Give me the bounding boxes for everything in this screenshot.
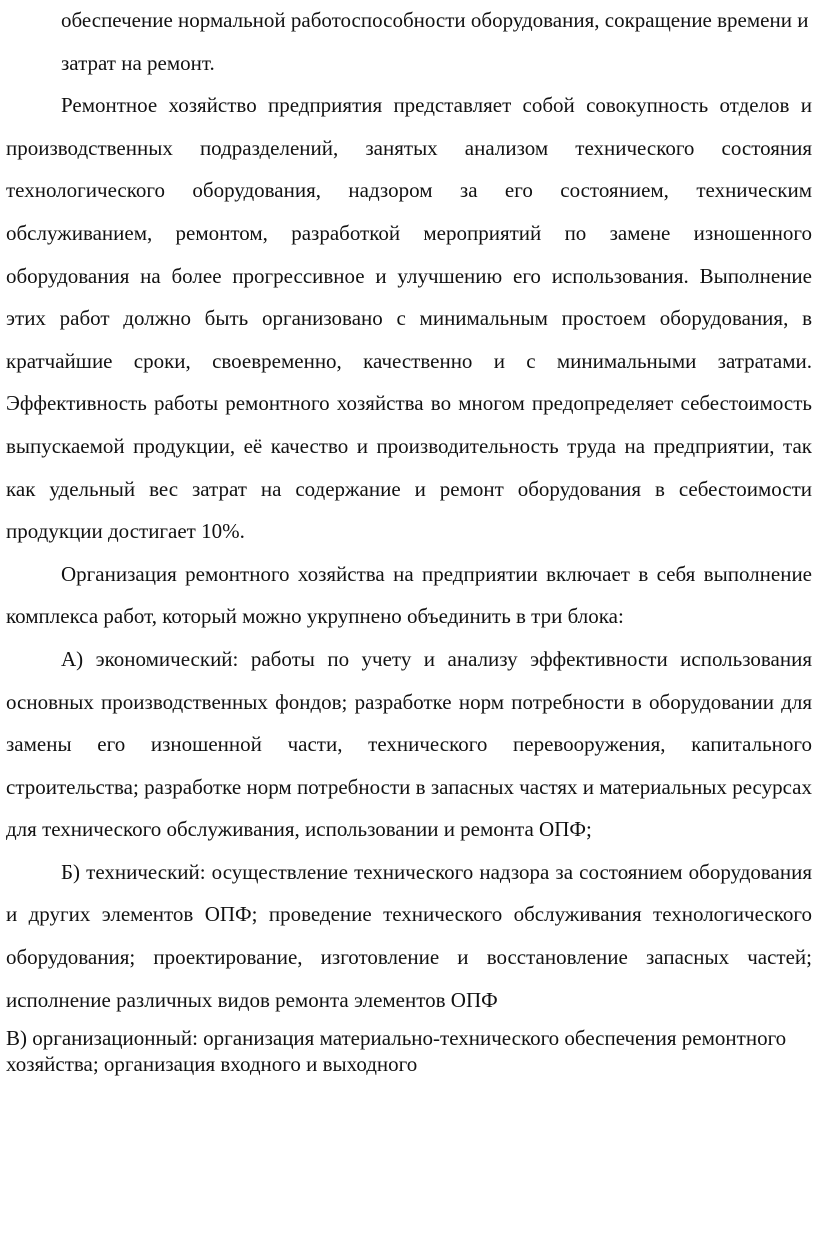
paragraph-technical-block: Б) технический: осуществление технического надзора за состоянием оборудования и других элементов ОПФ; проведение технического обслуживания технологического оборудования; проектирование, изготовление и восстановление запасных частей; исполнение различных видов ремонта элементов ОПФ [6,859,812,1012]
paragraph-organizational-block: В) организационный: организация материально-технического обеспечения ремонтного хозяйства; организация входного и выходного [6,1026,787,1077]
paragraph-continuation: обеспечение нормальной работоспособности оборудования, сокращение времени и затрат на ремонт. [61,8,809,75]
paragraph-organization-intro: Организация ремонтного хозяйства на предприятии включает в себя выполнение комплекса работ, который можно укрупнено объединить в три блока: [6,561,812,629]
paragraph-economic-block: А) экономический: работы по учету и анализу эффективности использования основных производственных фондов; разработке норм потребности в оборудовании для замены его изношенной части, технического перевооружения, капитального строительства; разработке норм потребности в запасных частях и материальных ресурсах для технического обслуживания, использовании и ремонта ОПФ; [6,646,812,842]
paragraph-repair-economy: Ремонтное хозяйство предприятия представляет собой совокупность отделов и производственных подразделений, занятых анализом технического состояния технологического оборудования, надзором за его состоянием, техническим обслуживанием, ремонтом, разработкой мероприятий по замене изношенного оборудования на более прогрессивное и улучшению его использования. Выполнение этих работ должно быть организовано с минимальным простоем оборудования, в кратчайшие сроки, своевременно, качественно и с минимальными затратами. Эффективность работы ремонтного хозяйства во многом предопределяет себестоимость выпускаемой продукции, её качество и производительность труда на предприятии, так как удельный вес затрат на содержание и ремонт оборудования в себестоимости продукции достигает 10%. [6,93,812,544]
document-body [6,0,812,1077]
